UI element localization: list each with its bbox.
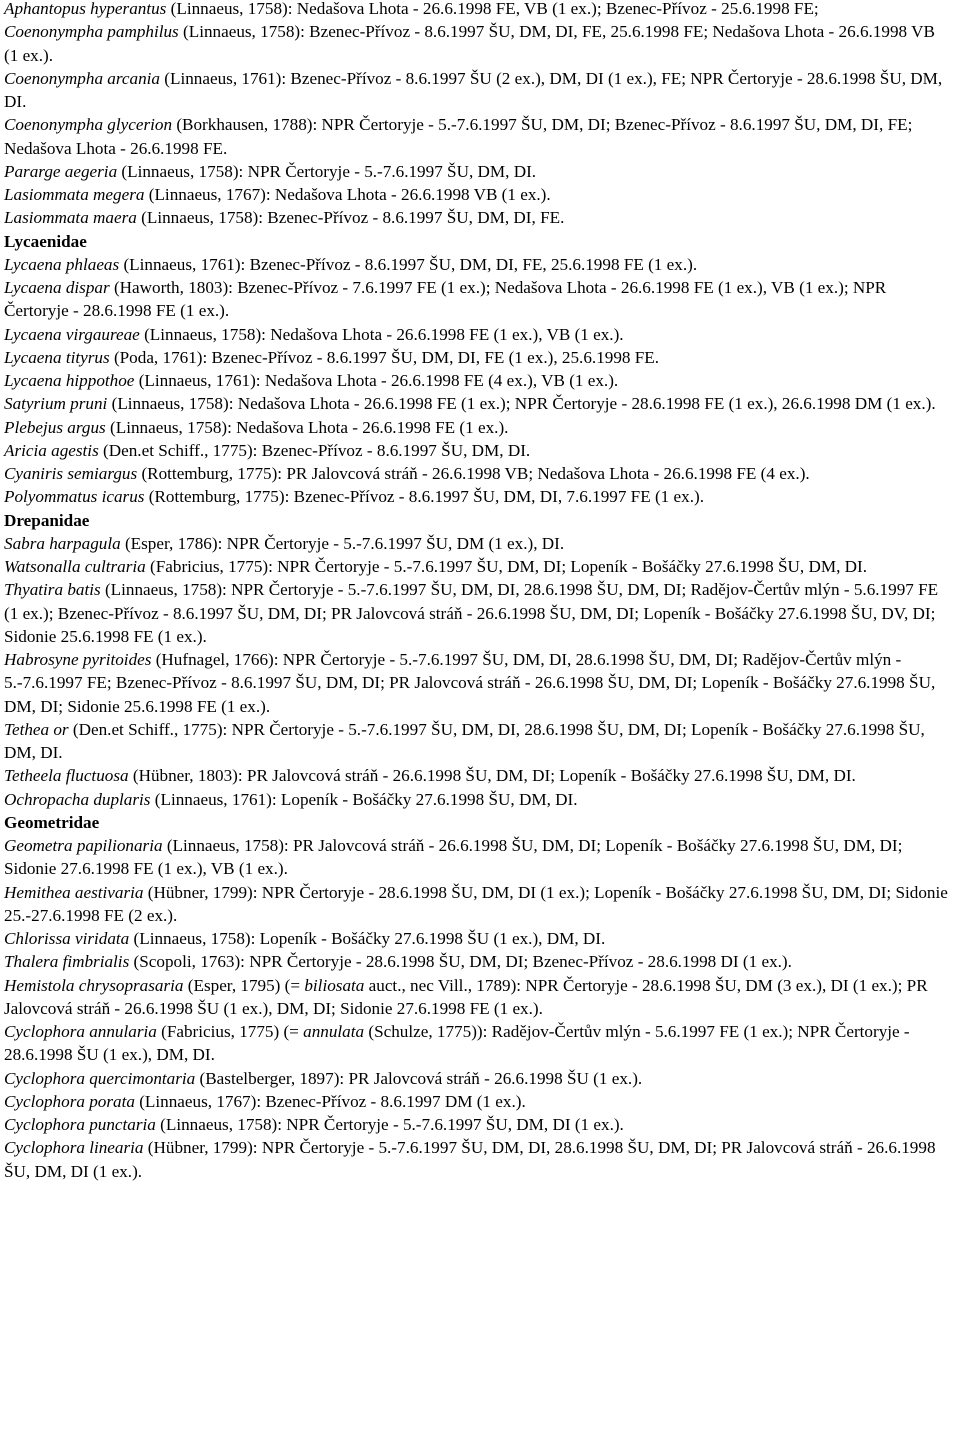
species-record: (Hübner, 1799): NPR Čertoryje - 28.6.1998 ŠU, DM, DI (1 ex.); Lopeník - Bošáčky 27.6.1998 ŠU, DM, DI; Sidonie 25.-27.6.1998 FE (2 ex.). — [4, 882, 948, 925]
species-name: Lycaena tityrus — [4, 347, 110, 367]
species-name: Cyclophora quercimontaria — [4, 1068, 196, 1088]
species-record: (Esper, 1795) (= — [183, 975, 305, 995]
species-record: (Linnaeus, 1758): Nedašova Lhota - 26.6.1998 FE (1 ex.), VB (1 ex.). — [139, 324, 624, 344]
species-name: Polyommatus icarus — [4, 487, 145, 507]
species-name: Thalera fimbrialis — [4, 952, 130, 972]
species-name: Pararge aegeria — [4, 161, 118, 181]
species-entry — [4, 323, 950, 346]
species-entry — [4, 439, 950, 462]
species-record: (Linnaeus, 1761): Lopeník - Bošáčky 27.6.1998 ŠU, DM, DI. — [150, 789, 578, 809]
species-entry — [4, 276, 950, 323]
species-name: Coenonympha glycerion — [4, 115, 173, 135]
species-record: (Linnaeus, 1758): NPR Čertoryje - 5.-7.6.1997 ŠU, DM, DI. — [117, 161, 537, 181]
species-name: Coenonympha pamphilus — [4, 22, 179, 42]
species-record: (Linnaeus, 1758): NPR Čertoryje - 5.-7.6.1997 ŠU, DM, DI, 28.6.1998 ŠU, DM, DI; Radějov-Čertův mlýn - 5.6.1997 FE (1 ex.); Bzenec-Přívoz - 8.6.1997 ŠU, DM, DI; PR Jalovcová stráň - 26.6.1998 ŠU, DM, DI; Lopeník - Bošáčky 27.6.1998 ŠU, DV, DI; Sidonie 25.6.1998 FE (1 ex.). — [4, 580, 939, 646]
species-name: Coenonympha arcania — [4, 68, 160, 88]
species-name: annulata — [303, 1022, 365, 1041]
species-entry — [4, 20, 950, 67]
species-name: Hemistola chrysoprasaria — [4, 975, 184, 995]
species-record: (Linnaeus, 1758): NPR Čertoryje - 5.-7.6.1997 ŠU, DM, DI (1 ex.). — [155, 1115, 624, 1134]
species-name: Tetheela fluctuosa — [4, 766, 129, 786]
species-entry — [4, 834, 950, 881]
species-name: Lycaena virgaureae — [4, 324, 140, 344]
species-record: (Linnaeus, 1758): Nedašova Lhota - 26.6.1998 FE (1 ex.). — [105, 417, 509, 437]
species-record: (Linnaeus, 1761): Bzenec-Přívoz - 8.6.1997 ŠU (2 ex.), DM, DI (1 ex.), FE; NPR Čertoryje - 28.6.1998 ŠU, DM, DI. — [4, 68, 943, 111]
species-record: (Hufnagel, 1766): NPR Čertoryje - 5.-7.6.1997 ŠU, DM, DI, 28.6.1998 ŠU, DM, DI; Radějov-Čertův mlýn - 5.-7.6.1997 FE; Bzenec-Přívoz - 8.6.1997 ŠU, DM, DI; PR Jalovcová stráň - 26.6.1998 ŠU, DM, DI; Lopeník - Bošáčky 27.6.1998 ŠU, DM, DI; Sidonie 25.6.1998 FE (1 ex.). — [4, 650, 936, 716]
species-entry — [4, 788, 950, 811]
species-name: Tethea or — [4, 719, 69, 739]
species-entry — [4, 67, 950, 114]
species-entry — [4, 974, 950, 1021]
species-name: Cyclophora linearia — [4, 1138, 144, 1158]
species-record: (Den.et Schiff., 1775): NPR Čertoryje - 5.-7.6.1997 ŠU, DM, DI, 28.6.1998 ŠU, DM, DI; Lopeník - Bošáčky 27.6.1998 ŠU, DM, DI. — [4, 719, 925, 762]
family-heading: Drepanidae — [4, 510, 90, 530]
species-entry — [4, 253, 950, 276]
species-name: Chlorissa viridata — [4, 929, 130, 948]
species-entry — [4, 555, 950, 578]
species-name: Cyclophora punctaria — [4, 1115, 156, 1134]
species-record: (Fabricius, 1775): NPR Čertoryje - 5.-7.6.1997 ŠU, DM, DI; Lopeník - Bošáčky 27.6.1998 ŠU, DM, DI. — [145, 557, 868, 576]
species-name: Plebejus argus — [4, 417, 106, 437]
species-name: Satyrium pruni — [4, 394, 108, 414]
species-entry — [4, 1020, 950, 1067]
species-name: Hemithea aestivaria — [4, 882, 144, 902]
species-name: Habrosyne pyritoides — [4, 650, 152, 669]
species-record: (Haworth, 1803): Bzenec-Přívoz - 7.6.1997 FE (1 ex.); Nedašova Lhota - 26.6.1998 FE (1 ex.), VB (1 ex.); NPR Čertoryje - 28.6.1998 FE (1 ex.). — [4, 278, 887, 321]
species-record: (Esper, 1786): NPR Čertoryje - 5.-7.6.1997 ŠU, DM (1 ex.), DI. — [120, 533, 565, 553]
species-entry — [4, 113, 950, 160]
species-name: Thyatira batis — [4, 580, 101, 600]
species-name: Lycaena phlaeas — [4, 254, 120, 274]
species-name: Geometra papilionaria — [4, 836, 163, 855]
species-record: (Linnaeus, 1767): Bzenec-Přívoz - 8.6.1997 DM (1 ex.). — [134, 1091, 526, 1111]
species-record: (Rottemburg, 1775): PR Jalovcová stráň - 26.6.1998 VB; Nedašova Lhota - 26.6.1998 FE (4 ex.). — [137, 464, 810, 483]
species-record: (Linnaeus, 1758): Nedašova Lhota - 26.6.1998 FE, VB (1 ex.); Bzenec-Přívoz - 25.6.1998 FE; — [166, 0, 819, 18]
species-record: (Borkhausen, 1788): NPR Čertoryje - 5.-7.6.1997 ŠU, DM, DI; Bzenec-Přívoz - 8.6.1997 ŠU, DM, DI, FE; Nedašova Lhota - 26.6.1998 FE. — [4, 115, 913, 158]
species-record: (Linnaeus, 1767): Nedašova Lhota - 26.6.1998 VB (1 ex.). — [144, 185, 551, 204]
species-record: (Hübner, 1799): NPR Čertoryje - 5.-7.6.1997 ŠU, DM, DI, 28.6.1998 ŠU, DM, DI; PR Jalovcová stráň - 26.6.1998 ŠU, DM, DI (1 ex.). — [4, 1138, 936, 1181]
species-entry — [4, 416, 950, 439]
species-record: (Rottemburg, 1775): Bzenec-Přívoz - 8.6.1997 ŠU, DM, DI, 7.6.1997 FE (1 ex.). — [144, 487, 704, 507]
species-name: Cyclophora porata — [4, 1091, 135, 1111]
family-heading: Geometridae — [4, 812, 100, 832]
species-record: (Linnaeus, 1761): Nedašova Lhota - 26.6.1998 FE (4 ex.), VB (1 ex.). — [134, 371, 619, 390]
species-name: Lasiommata maera — [4, 208, 137, 228]
species-record: (Linnaeus, 1758): PR Jalovcová stráň - 26.6.1998 ŠU, DM, DI; Lopeník - Bošáčky 27.6.1998 ŠU, DM, DI; Sidonie 27.6.1998 FE (1 ex.), VB (1 ex.). — [4, 836, 903, 879]
species-entry — [4, 206, 950, 229]
species-entry — [4, 927, 950, 950]
species-entry — [4, 718, 950, 765]
species-name: Cyaniris semiargus — [4, 464, 138, 483]
species-entry — [4, 485, 950, 508]
species-record: (Fabricius, 1775) (= — [156, 1022, 304, 1041]
species-name: Lasiommata megera — [4, 185, 145, 204]
species-record: auct., nec Vill., 1789): NPR Čertoryje - 28.6.1998 ŠU, DM (3 ex.), DI (1 ex.); PR Jalovcová stráň - 26.6.1998 ŠU (1 ex.), DM, DI; Sidonie 27.6.1998 FE (1 ex.). — [4, 975, 928, 1018]
species-entry — [4, 764, 950, 787]
species-name: Lycaena dispar — [4, 278, 110, 297]
species-entry — [4, 346, 950, 369]
species-record: (Den.et Schiff., 1775): Bzenec-Přívoz - 8.6.1997 ŠU, DM, DI. — [98, 440, 531, 460]
species-entry — [4, 648, 950, 718]
species-entry — [4, 1090, 950, 1113]
species-record: (Linnaeus, 1761): Bzenec-Přívoz - 8.6.1997 ŠU, DM, DI, FE, 25.6.1998 FE (1 ex.). — [119, 254, 698, 274]
species-entry — [4, 183, 950, 206]
species-entry — [4, 578, 950, 648]
species-name: Watsonalla cultraria — [4, 557, 146, 576]
species-name: biliosata — [304, 975, 365, 995]
species-record: (Linnaeus, 1758): Bzenec-Přívoz - 8.6.1997 ŠU, DM, DI, FE. — [136, 208, 565, 228]
species-entry — [4, 532, 950, 555]
family-heading: Lycaenidae — [4, 231, 87, 251]
species-entry — [4, 1136, 950, 1183]
species-name: Lycaena hippothoe — [4, 371, 135, 390]
species-name: Sabra harpagula — [4, 533, 121, 553]
species-entry — [4, 0, 950, 20]
species-entry — [4, 950, 950, 973]
species-record: (Hübner, 1803): PR Jalovcová stráň - 26.6.1998 ŠU, DM, DI; Lopeník - Bošáčky 27.6.1998 ŠU, DM, DI. — [128, 766, 856, 786]
species-entry — [4, 392, 950, 415]
species-record: (Linnaeus, 1758): Lopeník - Bošáčky 27.6.1998 ŠU (1 ex.), DM, DI. — [129, 929, 606, 948]
species-name: Cyclophora annularia — [4, 1022, 157, 1041]
species-entry — [4, 462, 950, 485]
species-record: (Schulze, 1775)): Radějov-Čertův mlýn - 5.6.1997 FE (1 ex.); NPR Čertoryje - 28.6.1998 ŠU (1 ex.), DM, DI. — [4, 1022, 910, 1065]
species-entry — [4, 1067, 950, 1090]
species-entry — [4, 881, 950, 928]
species-record: (Linnaeus, 1758): Bzenec-Přívoz - 8.6.1997 ŠU, DM, DI, FE, 25.6.1998 FE; Nedašova Lhota - 26.6.1998 VB (1 ex.). — [4, 22, 935, 65]
species-record: (Poda, 1761): Bzenec-Přívoz - 8.6.1997 ŠU, DM, DI, FE (1 ex.), 25.6.1998 FE. — [109, 347, 660, 367]
species-name: Aricia agestis — [4, 440, 99, 460]
species-record: (Scopoli, 1763): NPR Čertoryje - 28.6.1998 ŠU, DM, DI; Bzenec-Přívoz - 28.6.1998 DI (1 ex.). — [129, 952, 792, 972]
species-name: Aphantopus hyperantus — [4, 0, 167, 18]
species-entry — [4, 160, 950, 183]
species-entry — [4, 1113, 950, 1136]
species-record: (Linnaeus, 1758): Nedašova Lhota - 26.6.1998 FE (1 ex.); NPR Čertoryje - 28.6.1998 FE (1 ex.), 26.6.1998 DM (1 ex.). — [107, 394, 936, 414]
species-name: Ochropacha duplaris — [4, 789, 151, 809]
species-record: (Bastelberger, 1897): PR Jalovcová stráň - 26.6.1998 ŠU (1 ex.). — [195, 1068, 643, 1088]
species-entry — [4, 369, 950, 392]
